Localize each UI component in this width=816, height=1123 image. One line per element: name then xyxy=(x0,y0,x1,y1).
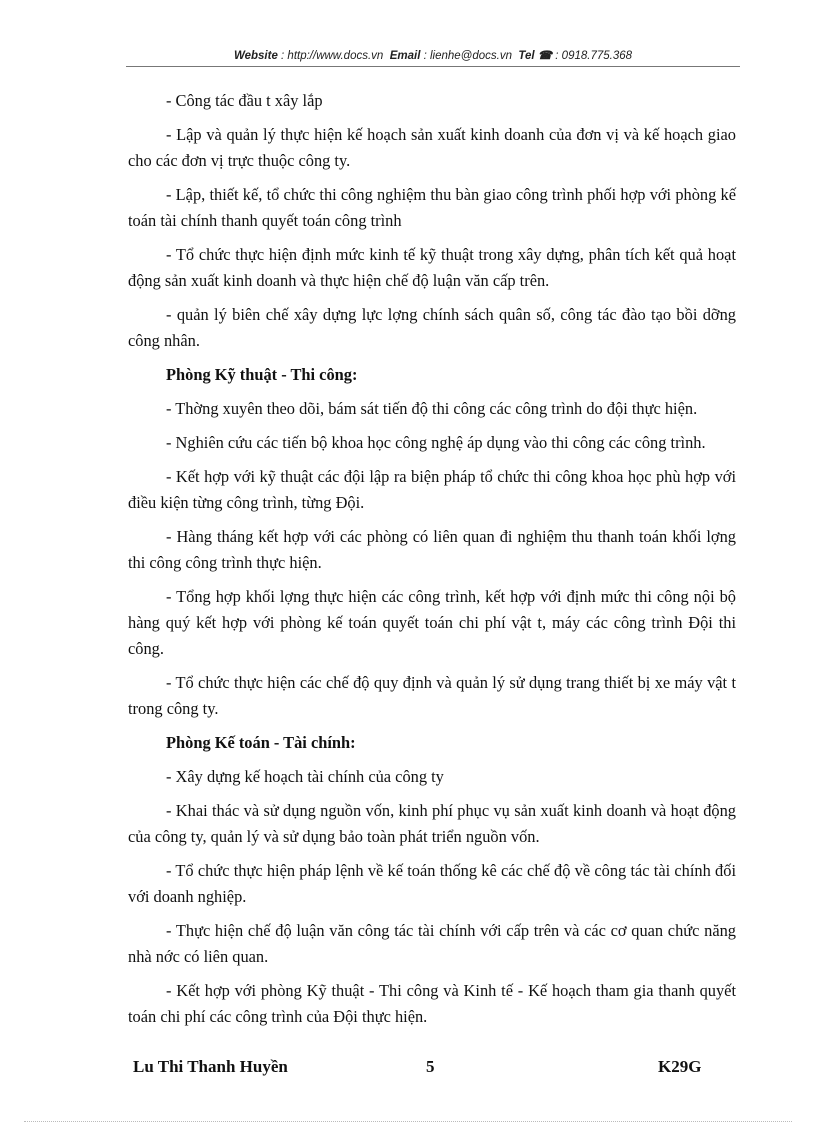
page-header xyxy=(126,48,740,62)
body-paragraph: - quản lý biên chế xây dựng lực lợng chính sách quân số, công tác đào tạo bồi dỡng công nhân. xyxy=(128,305,736,350)
footer-author: Lu Thi Thanh Huyền xyxy=(133,1057,288,1076)
document-body xyxy=(128,88,736,1038)
website-label: Website xyxy=(233,50,278,62)
section-heading: Phòng Kế toán - Tài chính: xyxy=(166,733,356,752)
tel-label: Tel ☎ xyxy=(518,50,553,62)
body-paragraph: - Tổ chức thực hiện pháp lệnh về kế toán thống kê các chế độ về công tác tài chính đối với doanh nghiệp. xyxy=(128,861,736,906)
body-paragraph: - Công tác đầu t xây lắp xyxy=(166,91,323,110)
body-paragraph: - Lập, thiết kế, tổ chức thi công nghiệm thu bàn giao công trình phối hợp với phòng kế toán tài chính thanh quyết toán công trình xyxy=(128,185,736,230)
body-paragraph: - Xây dựng kế hoạch tài chính của công ty xyxy=(166,767,444,786)
body-paragraph: - Nghiên cứu các tiến bộ khoa học công nghệ áp dụng vào thi công các công trình. xyxy=(166,433,706,452)
body-paragraph: - Lập và quản lý thực hiện kế hoạch sản xuất kinh doanh của đơn vị và kế hoạch giao cho các đơn vị trực thuộc công ty. xyxy=(128,125,736,170)
page-bottom-divider xyxy=(24,1121,792,1122)
body-paragraph: - Tổng hợp khối lợng thực hiện các công trình, kết hợp với định mức thi công nội bộ hàng quý kết hợp với phòng kế toán quyết toán chi phí vật t, máy các công trình Đội thi công. xyxy=(128,587,736,658)
body-paragraph: - Tổ chức thực hiện định mức kinh tế kỹ thuật trong xây dựng, phân tích kết quả hoạt động sản xuất kinh doanh và thực hiện chế độ luận văn cấp trên. xyxy=(128,245,736,290)
email-label: Email xyxy=(389,50,421,62)
body-paragraph: - Khai thác và sử dụng nguồn vốn, kinh phí phục vụ sản xuất kinh doanh và hoạt động của công ty, quản lý và sử dụng bảo toàn phát triển nguồn vốn. xyxy=(128,801,736,846)
body-paragraph: - Kết hợp với phòng Kỹ thuật - Thi công và Kinh tế - Kế hoạch tham gia thanh quyết toán chi phí các công trình của Đội thực hiện. xyxy=(128,981,736,1026)
body-paragraph: - Tổ chức thực hiện các chế độ quy định và quản lý sử dụng trang thiết bị xe máy vật t trong công ty. xyxy=(128,673,736,718)
body-paragraph: - Kết hợp với kỹ thuật các đội lập ra biện pháp tổ chức thi công khoa học phù hợp với điều kiện từng công trình, từng Đội. xyxy=(128,467,736,512)
body-paragraph: - Hàng tháng kết hợp với các phòng có liên quan đi nghiệm thu thanh toán khối lợng thi công công trình thực hiện. xyxy=(128,527,736,572)
footer-class-code: K29G xyxy=(658,1057,702,1076)
tel-value: : 0918.775.368 xyxy=(552,50,633,62)
body-paragraph: - Thực hiện chế độ luận văn công tác tài chính với cấp trên và các cơ quan chức năng nhà nớc có liên quan. xyxy=(128,921,736,966)
website-value: : http://www.docs.vn xyxy=(277,50,384,62)
body-paragraph: - Thờng xuyên theo dõi, bám sát tiến độ thi công các công trình do đội thực hiện. xyxy=(166,399,698,418)
header-divider xyxy=(126,66,740,67)
email-value: : lienhe@docs.vn xyxy=(420,50,512,62)
footer-page-number: 5 xyxy=(426,1057,435,1076)
section-heading: Phòng Kỹ thuật - Thi công: xyxy=(166,365,358,384)
